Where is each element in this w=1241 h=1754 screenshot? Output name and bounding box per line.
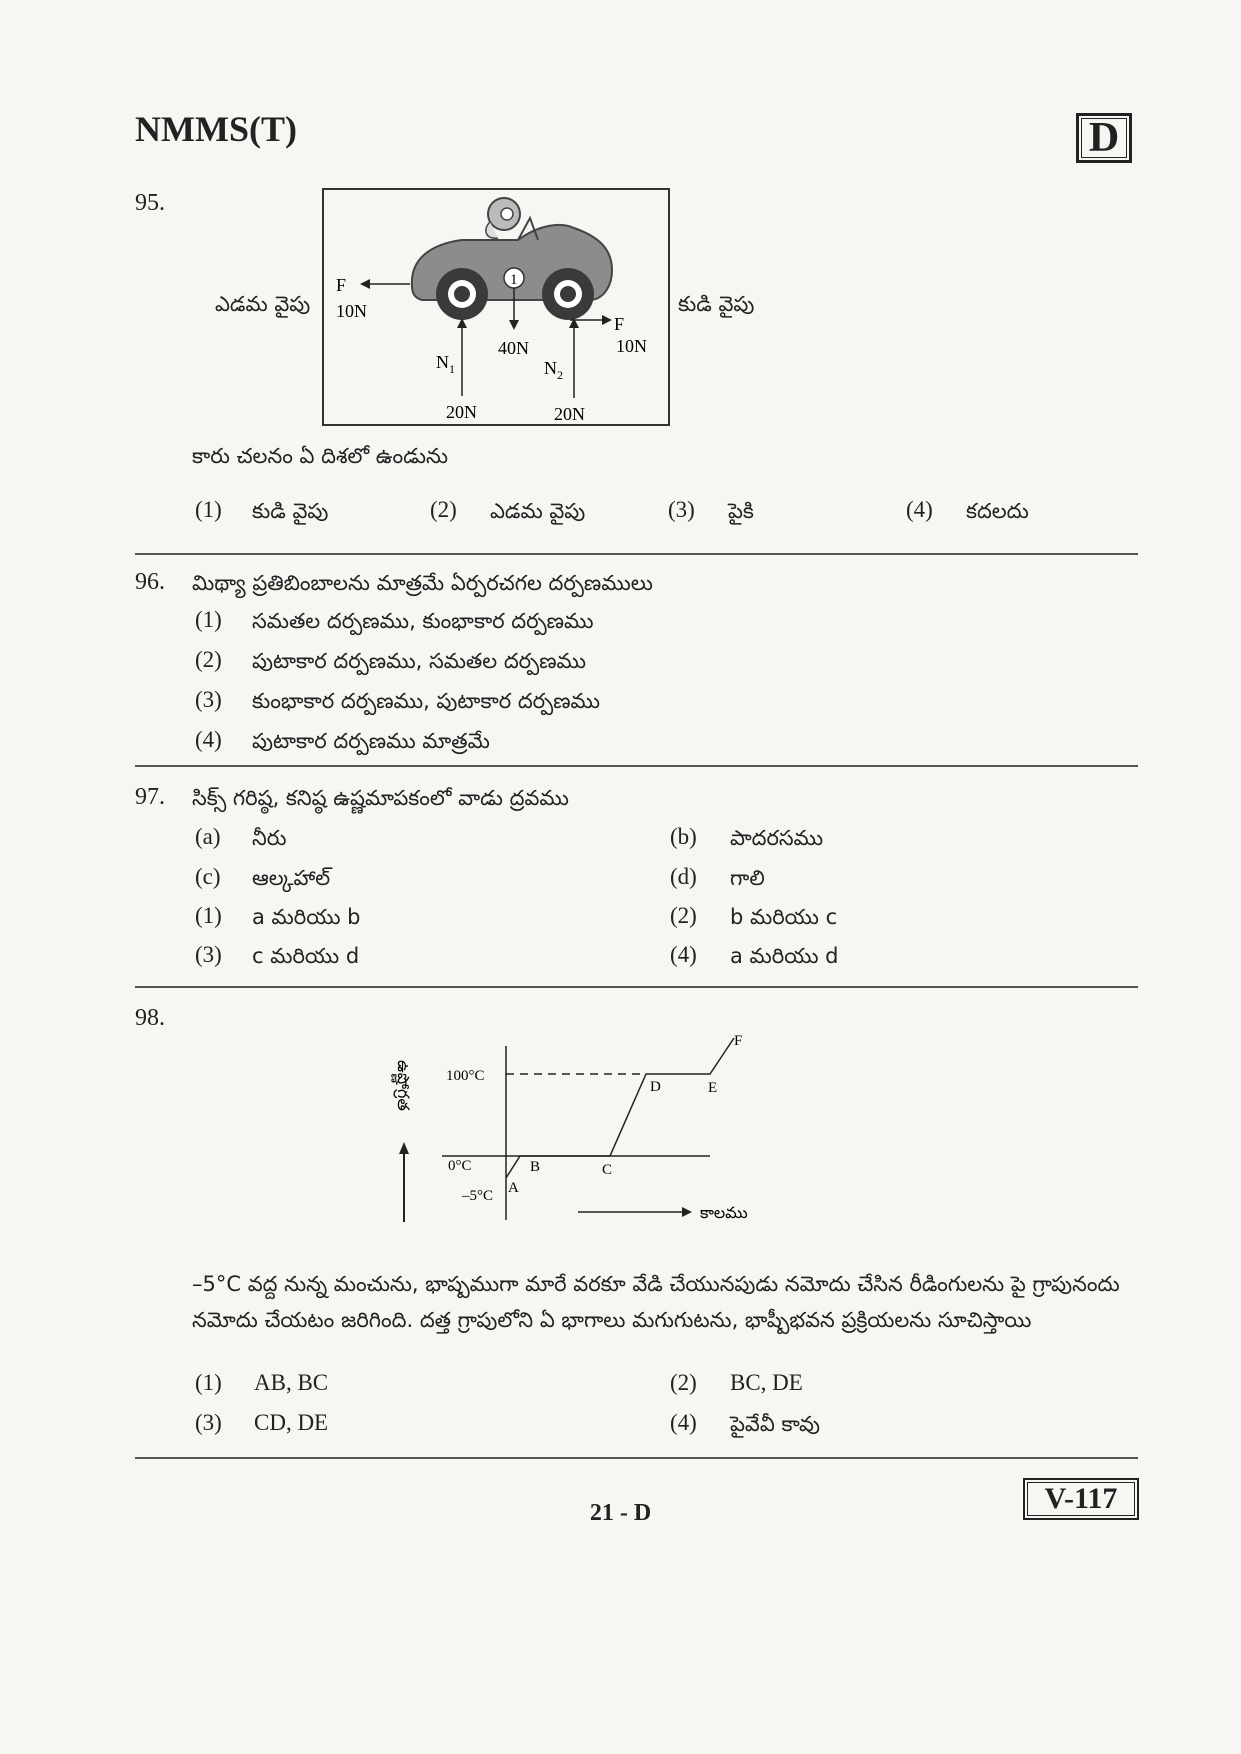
set-code-box: D: [1076, 113, 1132, 163]
option-text: పైకి: [728, 499, 754, 523]
normal-force-2-value: 20N: [554, 404, 585, 424]
heating-curve-graph: [370, 1030, 790, 1230]
option-number: (4): [670, 1410, 697, 1435]
option-text: కుంభాకార దర్పణము, పుటాకార దర్పణము: [252, 689, 601, 713]
question-number: 96.: [135, 569, 165, 595]
option-number: (2): [670, 903, 697, 928]
option-text: పుటాకార దర్పణము మాత్రమే: [252, 729, 490, 753]
point-a: A: [508, 1180, 519, 1196]
divider: [135, 986, 1138, 988]
tick-0c: 0°C: [448, 1158, 472, 1174]
item-text: నీరు: [252, 826, 287, 850]
question-number: 97.: [135, 784, 165, 810]
divider: [135, 765, 1138, 767]
question-number: 95.: [135, 190, 165, 216]
y-axis-label: ఉష్ణోగ్రత: [394, 1060, 411, 1111]
option-text: కదలదు: [966, 499, 1029, 523]
option-text: CD, DE: [254, 1410, 329, 1435]
question-text: సిక్స్ గరిష్ఠ, కనిష్ఠ ఉష్ణమాపకంలో వాడు ద్రవము: [192, 786, 569, 810]
option-number: (4): [195, 727, 222, 752]
left-side-label: ఎడమ వైపు: [215, 292, 311, 316]
left-force-value: 10N: [336, 301, 367, 321]
rear-wheel-icon: [436, 268, 488, 320]
right-side-label: కుడి వైపు: [678, 292, 755, 316]
front-wheel-icon: [542, 268, 594, 320]
point-c: C: [602, 1162, 613, 1178]
option-number: (2): [195, 647, 222, 672]
point-f: F: [734, 1033, 743, 1049]
point-d: D: [650, 1079, 661, 1095]
divider: [135, 1457, 1138, 1459]
option-number: (1): [195, 607, 222, 632]
option-number: (2): [430, 497, 457, 522]
option-number: (3): [195, 942, 222, 967]
option-text: కుడి వైపు: [252, 499, 329, 523]
option-text: a మరియు b: [252, 905, 361, 929]
question-text: –5°C వద్ద నున్న మంచును, భాష్పముగా మారే వరకూ వేడి చేయునపుడు నమోదు చేసిన రీడింగులను పై గ్రాపునందు నమోదు చేయటం జరిగింది. దత్త గ్రాపులోని ఏ భాగాలు మగుగుటను, భాష్పీభవన ప్రక్రియలను సూచిస్తాయి: [192, 1272, 1120, 1332]
option-text: a మరియు d: [730, 944, 839, 968]
page-title: NMMS(T): [135, 109, 297, 149]
option-number: (4): [906, 497, 933, 522]
item-number: (b): [670, 824, 697, 849]
question-text: మిథ్యా ప్రతిబింబాలను మాత్రమే ఏర్పరచగల దర్పణములు: [192, 571, 653, 595]
car-force-diagram: [322, 188, 670, 426]
option-text: c మరియు d: [252, 944, 360, 968]
option-text: AB, BC: [254, 1370, 329, 1395]
option-text: సమతల దర్పణము, కుంభాకార దర్పణము: [252, 609, 594, 633]
normal-force-1-value: 20N: [446, 402, 477, 422]
item-number: (d): [670, 864, 697, 889]
item-text: ఆల్కహాల్: [252, 866, 331, 890]
booklet-code: V-117: [1023, 1478, 1139, 1520]
page-number: 21 - D: [589, 1500, 652, 1526]
item-number: (a): [195, 824, 221, 849]
question-number: 98.: [135, 1005, 165, 1031]
option-text: BC, DE: [730, 1370, 803, 1395]
option-number: (4): [670, 942, 697, 967]
option-text: ఎడమ వైపు: [490, 499, 586, 523]
option-number: (1): [195, 903, 222, 928]
option-number: (3): [668, 497, 695, 522]
ball-label: 1: [510, 272, 518, 288]
divider: [135, 553, 1138, 555]
item-number: (c): [195, 864, 221, 889]
option-text: పైవేవీ కావు: [730, 1412, 820, 1436]
normal-force-1-label: $N_1$: [436, 352, 455, 376]
weight-value: 40N: [498, 338, 529, 358]
point-e: E: [708, 1080, 718, 1096]
tick-minus5c: –5°C: [462, 1188, 494, 1204]
tick-100c: 100°C: [446, 1068, 485, 1084]
item-text: గాలి: [730, 866, 765, 890]
normal-force-2-label: $N_2$: [544, 358, 563, 382]
option-number: (2): [670, 1370, 697, 1395]
option-number: (1): [195, 1370, 222, 1395]
right-force-value: 10N: [616, 336, 647, 356]
option-text: పుటాకార దర్పణము, సమతల దర్పణము: [252, 649, 587, 673]
option-text: b మరియు c: [730, 905, 838, 929]
x-axis-label: కాలము: [700, 1205, 748, 1222]
question-text: కారు చలనం ఏ దిశలో ఉండును: [192, 444, 448, 468]
left-force-symbol: F: [336, 275, 347, 295]
option-number: (1): [195, 497, 222, 522]
point-b: B: [530, 1159, 541, 1175]
right-force-symbol: F: [614, 314, 625, 334]
option-number: (3): [195, 687, 222, 712]
option-number: (3): [195, 1410, 222, 1435]
item-text: పాదరసము: [730, 826, 824, 850]
